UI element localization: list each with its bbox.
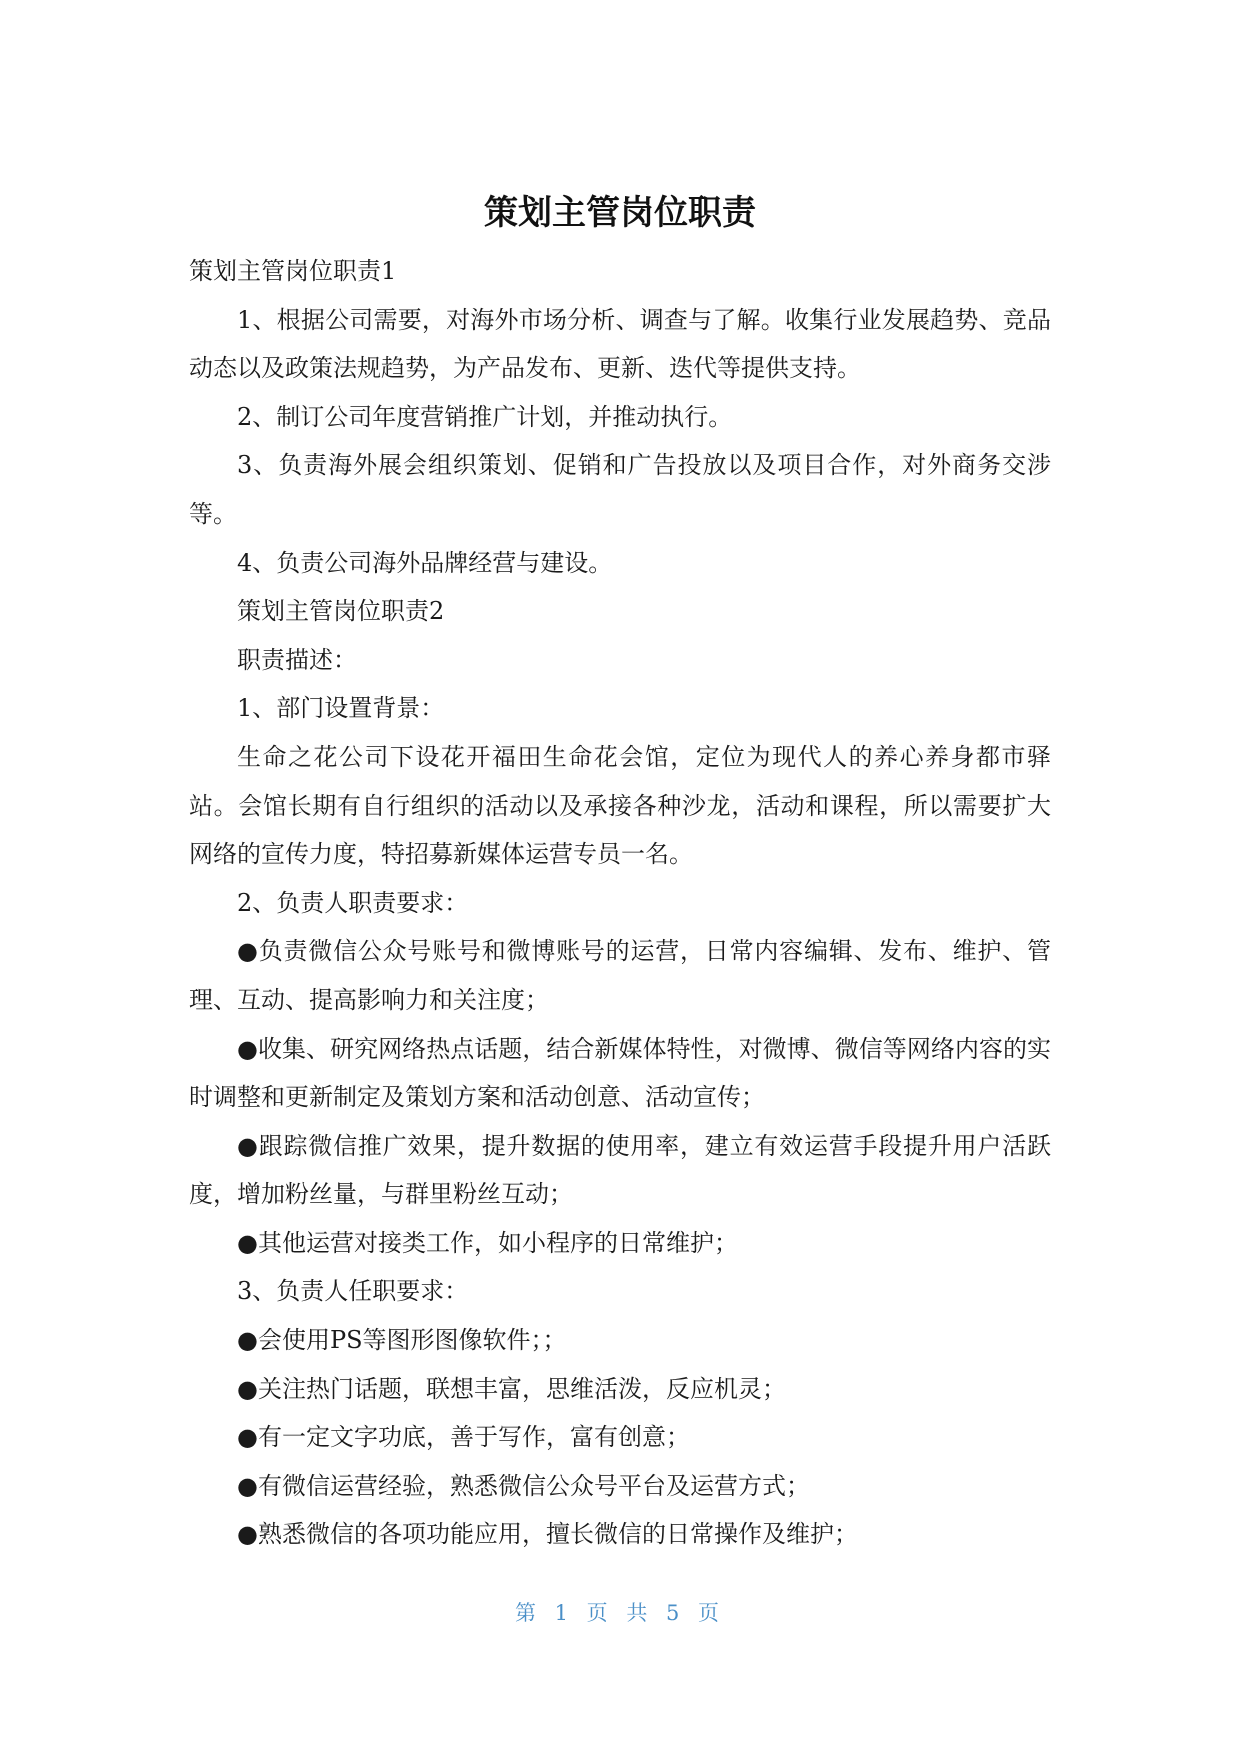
paragraph: 1、部门设置背景： <box>237 694 445 723</box>
paragraph: 职责描述： <box>237 645 357 674</box>
section-heading: 策划主管岗位职责2 <box>237 597 445 626</box>
bullet-item: ●其他运营对接类工作，如小程序的日常维护； <box>237 1228 738 1257</box>
paragraph: 3、负责海外展会组织策划、促销和广告投放以及项目合作，对外商务交涉等。 <box>189 451 1051 528</box>
paragraph: 生命之花公司下设花开福田生命花会馆，定位为现代人的养心养身都市驿站。会馆长期有自行组织的活动以及承接各种沙龙，活动和课程，所以需要扩大网络的宣传力度，特招募新媒体运营专员一名。 <box>189 742 1051 869</box>
paragraph: 2、制订公司年度营销推广计划，并推动执行。 <box>237 402 733 431</box>
document-title: 策划主管岗位职责 <box>484 193 756 233</box>
paragraph: 3、负责人任职要求： <box>237 1277 469 1306</box>
paragraph: 4、负责公司海外品牌经营与建设。 <box>237 548 613 577</box>
paragraph: 2、负责人职责要求： <box>237 888 469 917</box>
bullet-item: ●关注热门话题，联想丰富，思维活泼，反应机灵； <box>237 1374 786 1403</box>
bullet-item: ●负责微信公众号账号和微博账号的运营，日常内容编辑、发布、维护、管理、互动、提高影响力和关注度； <box>189 937 1051 1014</box>
document-body <box>189 247 1051 1559</box>
bullet-item: ●跟踪微信推广效果，提升数据的使用率，建立有效运营手段提升用户活跃度，增加粉丝量，与群里粉丝互动； <box>189 1131 1051 1209</box>
bullet-item: ●有微信运营经验，熟悉微信公众号平台及运营方式； <box>237 1471 810 1500</box>
bullet-item: ●有一定文字功底，善于写作，富有创意； <box>237 1423 690 1452</box>
bullet-item: ●熟悉微信的各项功能应用，擅长微信的日常操作及维护； <box>237 1520 858 1549</box>
page-footer: 第 1 页 共 5 页 <box>514 1601 726 1625</box>
bullet-item: ●收集、研究网络热点话题，结合新媒体特性，对微博、微信等网络内容的实时调整和更新制定及策划方案和活动创意、活动宣传； <box>189 1034 1051 1112</box>
paragraph: 1、根据公司需要，对海外市场分析、调查与了解。收集行业发展趋势、竞品动态以及政策法规趋势，为产品发布、更新、迭代等提供支持。 <box>189 305 1051 383</box>
bullet-item: ●会使用PS等图形图像软件；； <box>237 1326 567 1355</box>
paragraph: 策划主管岗位职责1 <box>189 257 397 285</box>
